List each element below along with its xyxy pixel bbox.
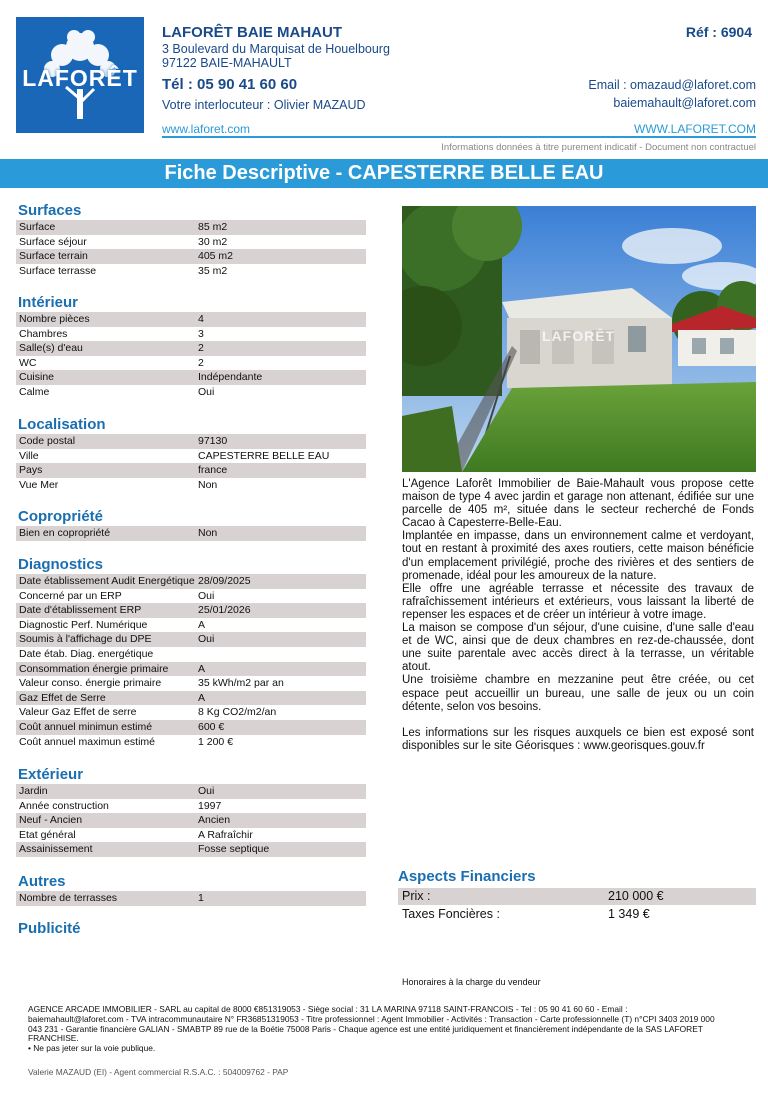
table-row: Calme Oui	[19, 385, 215, 398]
legal-text: AGENCE ARCADE IMMOBILIER - SARL au capital de 8000 €851319053 - Siège social : 31 LA MARINA 97118 SAINT-FRANCOIS - Tel : 05 90 41 60 60 - Email : baiemahault@laforet.com - TVA intracommunautaire N° FR36851319053 - Titre professionnel : Agent Immobilier - Activités : Transaction - Carte professionnelle (T) n°CPI 3403 2019 000 043 231 - Garantie financière GALIAN - SMABTP 89 rue de la Boétie 75008 Paris - Chaque agence est une entité juridiquement et financièrement indépendante de la SAS LAFORET FRANCHISE.	[28, 1004, 715, 1044]
diagnostics-table	[16, 574, 366, 749]
financial-table	[398, 888, 756, 923]
table-row: Soumis à l'affichage du DPE Oui	[16, 632, 366, 647]
exterieur-table	[16, 784, 366, 857]
website-link-right[interactable]: WWW.LAFORET.COM	[634, 122, 756, 136]
section-title-copropriete: Copropriété	[18, 508, 104, 525]
table-row: Valeur conso. énergie primaire 35 kWh/m2 par an	[19, 677, 284, 690]
section-title-financial: Aspects Financiers	[398, 868, 536, 885]
page-title: Fiche Descriptive - CAPESTERRE BELLE EAU	[0, 159, 768, 188]
section-title-exterieur: Extérieur	[18, 766, 84, 783]
property-description	[402, 478, 754, 753]
table-row: Coût annuel maximun estimé 1 200 €	[19, 735, 234, 748]
table-row: Prix : 210 000 €	[398, 888, 756, 905]
table-row: Gaz Effet de Serre A	[16, 691, 366, 706]
table-row: Nombre pièces 4	[16, 312, 366, 327]
description-paragraph: Elle offre une agréable terrasse et nécessite des travaux de rafraîchissement intérieurs et extérieurs, vous laissant la liberté de repenser les espaces et de créer un intérieur à votre image.	[402, 582, 754, 621]
header-divider	[162, 136, 756, 138]
description-paragraph: Implantée en impasse, dans un environnement calme et verdoyant, tout en restant à proximité des axes routiers, cette maison bénéficie d'un emplacement privilégié, proche des rivières et des sentiers de promenade, idéal pour les amoureux de la nature.	[402, 530, 754, 582]
table-row: Diagnostic Perf. Numérique A	[19, 618, 206, 631]
description-paragraph-risks: Les informations sur les risques auxquels ce bien est exposé sont disponibles sur le site Géorisques : www.georisques.gouv.fr	[402, 726, 754, 752]
logo-text: LAFORÊT	[22, 65, 138, 91]
section-title-autres: Autres	[18, 873, 66, 890]
autres-table	[16, 891, 366, 906]
description-paragraph: La maison se compose d'un séjour, d'une cuisine, d'une salle d'eau et de WC, ainsi que de deux chambres en rez-de-chaussée, dont une suite parentale avec accès direct à la terrasse, un véritable atout.	[402, 622, 754, 674]
table-row: Date étab. Diag. energétique	[19, 647, 154, 660]
table-row: Surface 85 m2	[16, 220, 366, 235]
table-row: Concerné par un ERP Oui	[19, 589, 215, 602]
table-row: Valeur Gaz Effet de serre 8 Kg CO2/m2/an	[19, 706, 277, 719]
email-link-2[interactable]: baiemahault@laforet.com	[613, 96, 756, 110]
address-line-2: 97122 BAIE-MAHAULT	[162, 56, 292, 70]
table-row: Date établissement Audit Energétique 28/09/2025	[16, 574, 366, 589]
table-row: Cuisine Indépendante	[16, 370, 366, 385]
table-row: Code postal 97130	[16, 434, 366, 449]
description-paragraph: L'Agence Laforêt Immobilier de Baie-Mahault vous propose cette maison de type 4 avec jardin et garage non attenant, édifiée sur une parcelle de 405 m², située dans le secteur recherché de Fonds Cacao à Capesterre-Belle-Eau.	[402, 478, 754, 530]
fees-note: Honoraires à la charge du vendeur	[402, 977, 541, 987]
localisation-table	[16, 434, 366, 492]
table-row: Ville CAPESTERRE BELLE EAU	[19, 449, 330, 462]
table-row: Taxes Foncières : 1 349 €	[402, 907, 650, 921]
phone-number[interactable]: Tél : 05 90 41 60 60	[162, 76, 298, 93]
table-row: Jardin Oui	[16, 784, 366, 799]
table-row: Assainissement Fosse septique	[16, 842, 366, 857]
table-row: Consommation énergie primaire A	[16, 662, 366, 677]
section-title-localisation: Localisation	[18, 416, 106, 433]
table-row: Date d'établissement ERP 25/01/2026	[16, 603, 366, 618]
table-row: Surface terrasse 35 m2	[19, 264, 228, 277]
copropriete-table	[16, 526, 366, 541]
table-row: Année construction 1997	[19, 799, 222, 812]
reference-number: Réf : 6904	[685, 24, 752, 40]
property-photo	[402, 206, 756, 472]
description-paragraph: Une troisième chambre en mezzanine peut être créée, ou cet espace peut accueillir un bureau, une salle de jeux ou un coin détente, selon vos besoins.	[402, 674, 754, 713]
table-row: Surface séjour 30 m2	[19, 235, 228, 248]
photo-watermark: LAFORÊT	[542, 328, 616, 344]
table-row: Nombre de terrasses 1	[16, 891, 366, 906]
email-link[interactable]: Email : omazaud@laforet.com	[588, 78, 756, 92]
address-line-1: 3 Boulevard du Marquisat de Houelbourg	[162, 42, 390, 56]
surfaces-table	[16, 220, 366, 278]
interieur-table	[16, 312, 366, 400]
table-row: Vue Mer Non	[19, 478, 218, 491]
table-row: Coût annuel minimun estimé 600 €	[16, 720, 366, 735]
table-row: WC 2	[19, 356, 204, 369]
table-row: Bien en copropriété Non	[16, 526, 366, 541]
agent-info: Valerie MAZAUD (EI) - Agent commercial R.S.A.C. : 504009762 - PAP	[28, 1067, 289, 1077]
contact-person: Votre interlocuteur : Olivier MAZAUD	[162, 98, 366, 112]
agency-name: LAFORÊT BAIE MAHAUT	[162, 24, 342, 41]
footer-legal	[28, 1005, 718, 1054]
table-row: Neuf - Ancien Ancien	[16, 813, 366, 828]
recycling-note: • Ne pas jeter sur la voie publique.	[28, 1043, 156, 1054]
laforet-logo	[16, 17, 144, 133]
section-title-publicite: Publicité	[18, 920, 81, 937]
website-link-left[interactable]: www.laforet.com	[162, 122, 251, 136]
table-row: Salle(s) d'eau 2	[16, 341, 366, 356]
table-row: Surface terrain 405 m2	[16, 249, 366, 264]
section-title-diagnostics: Diagnostics	[18, 556, 104, 573]
section-title-interieur: Intérieur	[18, 294, 79, 311]
table-row: Etat général A Rafraîchir	[19, 828, 253, 841]
section-title-surfaces: Surfaces	[18, 202, 82, 219]
table-row: Pays france	[16, 463, 366, 478]
table-row: Chambres 3	[19, 327, 204, 340]
disclaimer: Informations données à titre purement indicatif - Document non contractuel	[441, 142, 756, 153]
